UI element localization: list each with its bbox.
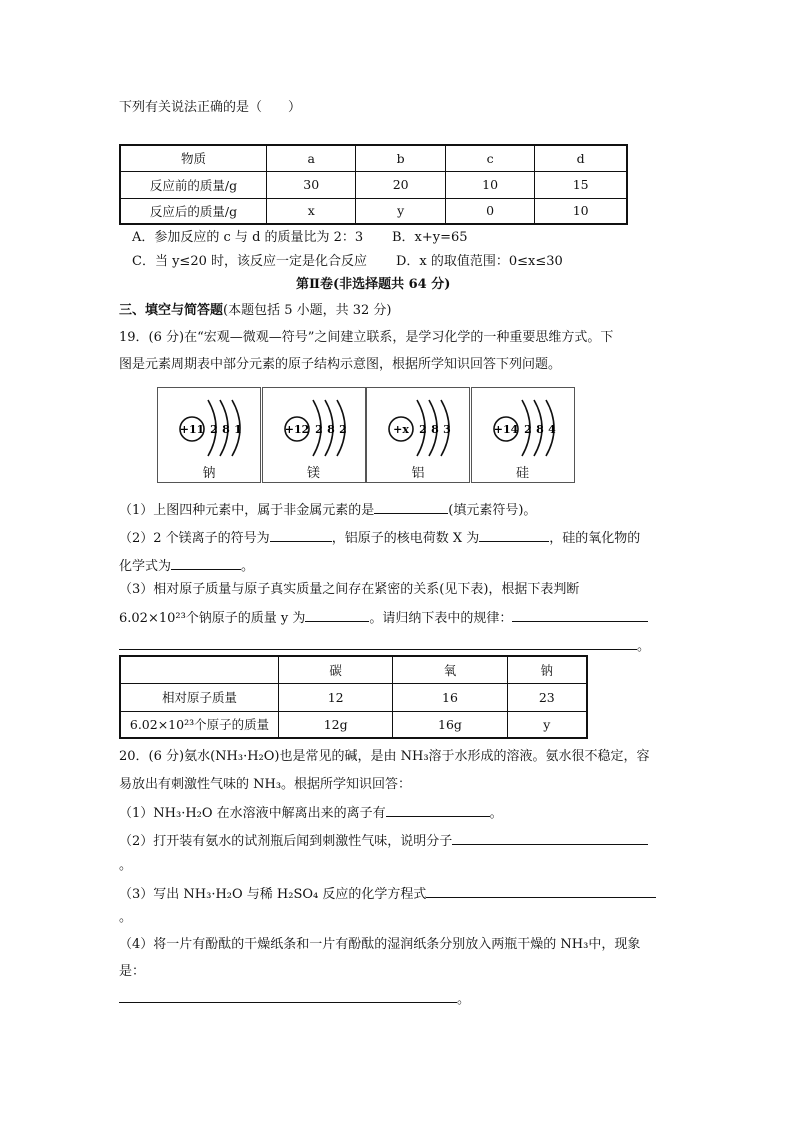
table-cell: 钠 <box>507 656 587 683</box>
element-name: 镁 <box>306 466 320 481</box>
shell-electron-count: 8 <box>222 423 230 436</box>
q19-part3-rule <box>119 636 650 656</box>
q20-part3-end: 。 <box>119 910 133 925</box>
answer-blank[interactable] <box>452 831 648 845</box>
table-cell: 30 <box>267 171 356 198</box>
answer-blank[interactable] <box>270 528 332 542</box>
text: 化学式为 <box>119 559 172 574</box>
q20-part3 <box>119 884 656 904</box>
atomic-mass-table <box>119 655 588 739</box>
q20-stem-2: 易放出有刺激性气味的 NH₃。根据所学知识回答： <box>119 777 412 792</box>
q19-stem-1: 19．(6 分)在“宏观—微观—符号”之间建立联系，是学习化学的一种重要思维方式。下 <box>119 330 614 345</box>
q19-part1 <box>119 500 536 520</box>
table-header-row <box>120 656 587 683</box>
table-header-row <box>120 145 627 171</box>
text: 。 <box>489 806 503 821</box>
table-cell: 16g <box>393 711 507 738</box>
q20-part1 <box>119 803 503 823</box>
table-cell: 物质 <box>120 145 267 171</box>
table-row <box>120 198 627 224</box>
q20-stem-1: 20．(6 分)氨水(NH₃·H₂O)也是常见的碱，是由 NH₃溶于水形成的溶液。氨水很不稳定，容 <box>119 749 650 764</box>
shell-electron-count: 4 <box>547 423 556 436</box>
table-row <box>120 683 587 711</box>
answer-blank[interactable] <box>479 528 549 542</box>
nucleus-charge: +14 <box>493 423 518 436</box>
q18-table <box>119 144 628 225</box>
table-cell: 12g <box>279 711 393 738</box>
atom-diagram <box>366 387 470 483</box>
text: （2）打开装有氨水的试剂瓶后闻到刺激性气味，说明分子 <box>119 834 453 849</box>
shell-electron-count: 8 <box>431 423 439 436</box>
q19-part3-cont <box>119 608 648 628</box>
table-cell: 相对原子质量 <box>120 683 279 711</box>
table-cell: 6.02×10²³个原子的质量 <box>120 711 279 738</box>
table-cell: 氧 <box>393 656 507 683</box>
table-cell: 20 <box>356 171 445 198</box>
text: ，铝原子的核电荷数 X 为 <box>331 531 480 546</box>
section3-note: (本题包括 5 小题，共 32 分) <box>223 303 392 318</box>
table-cell: 10 <box>445 171 534 198</box>
text: （3）写出 NH₃·H₂O 与稀 H₂SO₄ 反应的化学方程式 <box>119 887 427 902</box>
table-cell: 反应后的质量/g <box>120 198 267 224</box>
answer-blank[interactable] <box>374 500 448 514</box>
table-cell: 碳 <box>279 656 393 683</box>
q19-part3: （3）相对原子质量与原子真实质量之间存在紧密的关系(见下表)，根据下表判断 <box>119 582 580 597</box>
table-cell: y <box>356 198 445 224</box>
table-cell: 23 <box>507 683 587 711</box>
text: 。 <box>637 639 651 654</box>
shell-electron-count: 2 <box>210 423 218 436</box>
section3-heading <box>119 302 392 320</box>
shell-electron-count: 2 <box>523 423 532 436</box>
option-a: A．参加反应的 c 与 d 的质量比为 2：3 <box>132 230 364 245</box>
table-cell: c <box>445 145 534 171</box>
table-cell: 16 <box>393 683 507 711</box>
answer-blank[interactable] <box>305 608 369 622</box>
table-cell: d <box>535 145 627 171</box>
shell-electron-count: 8 <box>326 423 335 436</box>
table-cell <box>120 656 279 683</box>
table-cell: x <box>267 198 356 224</box>
shell-electron-count: 8 <box>535 423 544 436</box>
q20-part4-cont: 是： <box>119 964 146 979</box>
atom-diagram <box>157 387 261 483</box>
table-cell: 12 <box>279 683 393 711</box>
table-cell: 10 <box>535 198 627 224</box>
table-row <box>120 171 627 198</box>
nucleus-charge: +11 <box>179 423 205 436</box>
shell-electron-count: 2 <box>419 423 427 436</box>
answer-blank[interactable] <box>386 803 490 817</box>
shell-electron-count: 1 <box>234 423 242 436</box>
section3-title: 三、填空与简答题 <box>119 303 224 318</box>
atom-diagram <box>262 387 366 483</box>
shell-electron-count: 2 <box>314 423 323 436</box>
option-c: C．当 y≤20 时，该反应一定是化合反应 <box>132 254 367 269</box>
text: 。请归纳下表中的规律： <box>369 611 513 626</box>
q20-part2 <box>119 831 648 851</box>
atom-diagram <box>471 387 575 483</box>
text: 。 <box>241 559 255 574</box>
text: 6.02×10²³个钠原子的质量 y 为 <box>119 611 306 626</box>
nucleus-charge: +12 <box>284 423 309 436</box>
text: ，硅的氧化物的 <box>549 531 641 546</box>
text: （2）2 个镁离子的符号为 <box>119 531 270 546</box>
option-b: B．x+y=65 <box>392 230 468 245</box>
shell-electron-count: 2 <box>338 423 347 436</box>
q18-stem: 下列有关说法正确的是（ ） <box>119 100 302 115</box>
answer-blank[interactable] <box>426 884 656 898</box>
text: (填元素符号)。 <box>448 503 537 518</box>
element-name: 铝 <box>411 466 425 481</box>
table-cell: a <box>267 145 356 171</box>
answer-blank[interactable] <box>171 556 241 570</box>
q20-part4-answer <box>119 989 470 1009</box>
table-cell: 反应前的质量/g <box>120 171 267 198</box>
table-cell: y <box>507 711 587 738</box>
q19-stem-2: 图是元素周期表中部分元素的原子结构示意图，根据所学知识回答下列问题。 <box>119 357 562 372</box>
option-d: D．x 的取值范围：0≤x≤30 <box>396 254 563 269</box>
element-name: 硅 <box>515 466 529 481</box>
q19-part2-cont <box>119 556 254 576</box>
table-cell: b <box>356 145 445 171</box>
table-cell: 0 <box>445 198 534 224</box>
answer-blank[interactable] <box>512 608 648 622</box>
table-cell: 15 <box>535 171 627 198</box>
text: （1）NH₃·H₂O 在水溶液中解离出来的离子有 <box>119 806 386 821</box>
answer-blank[interactable] <box>119 636 637 650</box>
text: 。 <box>457 992 471 1007</box>
element-name: 钠 <box>202 466 216 481</box>
part2-title: 第Ⅱ卷(非选择题共 64 分) <box>296 277 451 292</box>
shell-electron-count: 3 <box>443 423 451 436</box>
table-row <box>120 711 587 738</box>
q20-part2-end: 。 <box>119 858 133 873</box>
nucleus-charge: +x <box>393 423 409 436</box>
q20-part4: （4）将一片有酚酞的干燥纸条和一片有酚酞的湿润纸条分别放入两瓶干燥的 NH₃中，现象 <box>119 937 641 952</box>
text: （1）上图四种元素中，属于非金属元素的是 <box>119 503 375 518</box>
q19-part2 <box>119 528 640 548</box>
answer-blank[interactable] <box>119 989 457 1003</box>
